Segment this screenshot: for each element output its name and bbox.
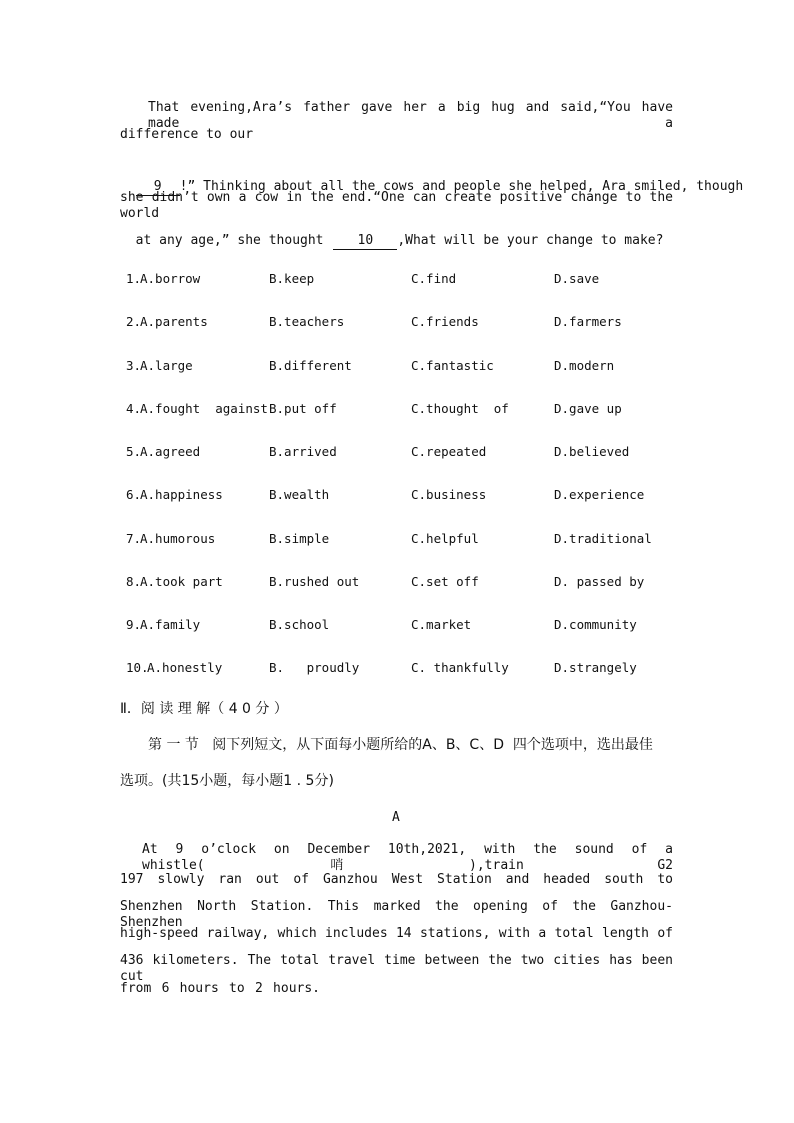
option-c: C.fantastic xyxy=(411,358,494,373)
answer-blank: 9 xyxy=(136,179,180,196)
option-d: D.gave up xyxy=(554,401,622,416)
question-number: 4. xyxy=(126,401,142,416)
option-b: B.different xyxy=(269,358,352,373)
section-heading: Ⅱ．阅 读 理 解（ 4 0 分 ） xyxy=(120,701,288,717)
option-b: B.teachers xyxy=(269,314,345,329)
passage-text: !” Thinking about all the cows and people she helped, Ara smiled, though xyxy=(179,179,744,194)
option-a: A.happiness xyxy=(140,487,223,502)
question-number: 2. xyxy=(126,314,142,329)
option-c: C.set off xyxy=(411,574,479,589)
option-a: A.took part xyxy=(140,574,223,589)
passage-line: That evening,Ara’s father gave her a big hug and said,“You have made a xyxy=(148,100,673,131)
option-a: A.honestly xyxy=(147,660,223,675)
question-number: 6. xyxy=(126,487,142,502)
option-b: B.simple xyxy=(269,531,330,546)
question-number: 5. xyxy=(126,444,142,459)
passage-line: Shenzhen North Station. This marked the opening of the Ganzhou-Shenzhen xyxy=(120,899,673,930)
option-a: A.humorous xyxy=(140,531,216,546)
option-a: A.family xyxy=(140,617,201,632)
option-d: D.community xyxy=(554,617,637,632)
instruction-text: 选项。(共15小题，每小题1 . 5分) xyxy=(120,773,334,789)
option-d: D. passed by xyxy=(554,574,645,589)
passage-line: from 6 hours to 2 hours. xyxy=(120,981,320,996)
option-b: B.arrived xyxy=(269,444,337,459)
option-b: B.wealth xyxy=(269,487,330,502)
passage-label: A xyxy=(392,810,400,825)
option-c: C.friends xyxy=(411,314,479,329)
passage-line: she didn’t own a cow in the end.“One can create positive change to the world xyxy=(120,190,673,221)
question-number: 3. xyxy=(126,358,142,373)
option-c: C.find xyxy=(411,271,457,286)
question-number: 9. xyxy=(126,617,142,632)
option-d: D.farmers xyxy=(554,314,622,329)
passage-line xyxy=(120,217,663,250)
option-b: B.rushed out xyxy=(269,574,360,589)
question-number: 7. xyxy=(126,531,142,546)
option-d: D.modern xyxy=(554,358,615,373)
passage-line: 436 kilometers. The total travel time between the two cities has been cut xyxy=(120,953,673,984)
question-number: 10. xyxy=(126,660,149,675)
option-c: C.market xyxy=(411,617,472,632)
option-d: D.experience xyxy=(554,487,645,502)
option-b: B.school xyxy=(269,617,330,632)
option-d: D.believed xyxy=(554,444,630,459)
option-a: A.borrow xyxy=(140,271,201,286)
option-c: C.business xyxy=(411,487,487,502)
option-d: D.strangely xyxy=(554,660,637,675)
option-a: A.agreed xyxy=(140,444,201,459)
option-d: D.save xyxy=(554,271,600,286)
option-a: A.fought against xyxy=(140,401,268,416)
instruction-text: 第 一 节 阅下列短文，从下面每小题所给的A、B、C、D 四个选项中，选出最佳 xyxy=(148,737,653,753)
option-b: B.keep xyxy=(269,271,315,286)
option-b: B.put off xyxy=(269,401,337,416)
option-c: C.repeated xyxy=(411,444,487,459)
question-number: 8. xyxy=(126,574,142,589)
passage-text: ,What will be your change to make? xyxy=(397,233,664,248)
question-number: 1. xyxy=(126,271,142,286)
passage-line: high-speed railway, which includes 14 stations, with a total length of xyxy=(120,926,673,941)
passage-line: difference to our xyxy=(120,127,254,142)
option-d: D.traditional xyxy=(554,531,652,546)
option-b: B. proudly xyxy=(269,660,360,675)
option-a: A.parents xyxy=(140,314,208,329)
answer-blank: 10 xyxy=(333,233,397,250)
passage-line: 197 slowly ran out of Ganzhou West Station and headed south to xyxy=(120,872,673,887)
passage-line: At 9 o’clock on December 10th,2021, with the sound of a whistle(哨),train G2 xyxy=(142,842,673,873)
option-c: C. thankfully xyxy=(411,660,509,675)
option-c: C.helpful xyxy=(411,531,479,546)
passage-text: at any age,” she thought xyxy=(135,233,324,248)
option-a: A.large xyxy=(140,358,193,373)
option-c: C.thought of xyxy=(411,401,509,416)
